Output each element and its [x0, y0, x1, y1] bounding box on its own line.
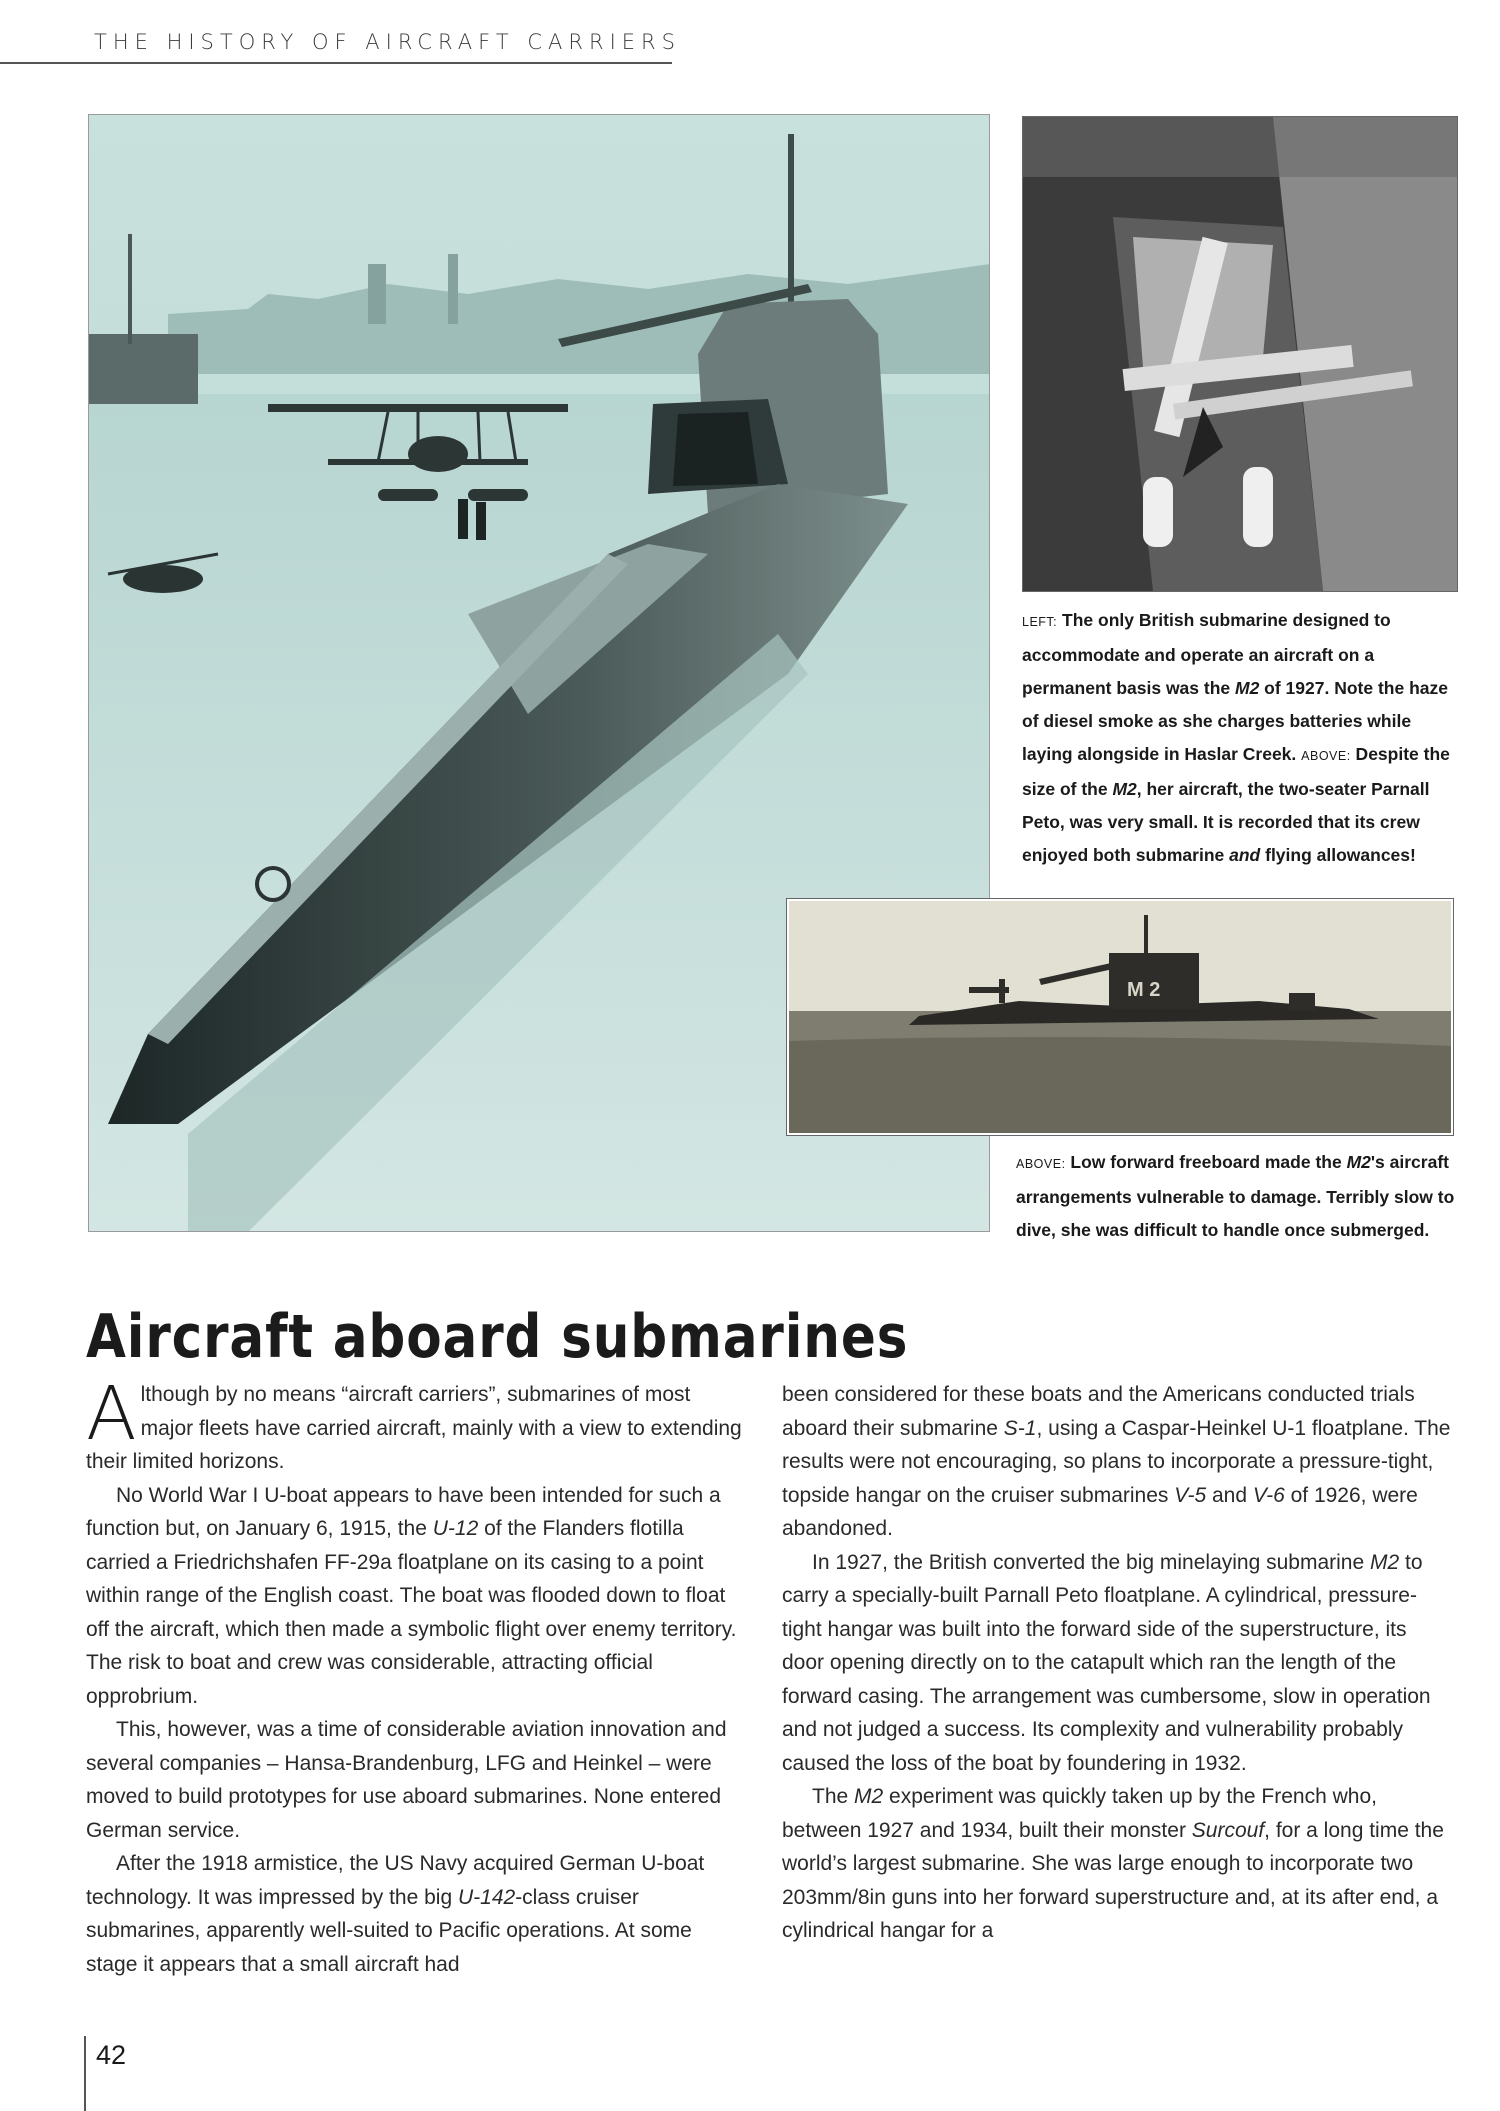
- inset-photo-top-illustration: [1023, 117, 1457, 591]
- paragraph-text: The: [812, 1785, 855, 1808]
- inset-photo-top: [1022, 116, 1458, 592]
- inset-photo-bottom: [786, 898, 1454, 1136]
- page-number-rule: [84, 2036, 86, 2111]
- caption-label-left: LEFT:: [1022, 615, 1058, 629]
- caption-text: The only British submarine designed to accommodate and operate an aircraft on a permanent basis was the: [1022, 610, 1391, 698]
- caption-label-above: ABOVE:: [1301, 749, 1351, 763]
- paragraph-text: of 1926, were abandoned.: [782, 1483, 1418, 1540]
- caption-italic: M2: [1346, 1152, 1371, 1172]
- paragraph: [782, 1780, 1452, 1948]
- paragraph-italic: S-1: [1003, 1416, 1037, 1440]
- paragraph-text: In 1927, the British converted the big minelaying submarine: [812, 1550, 1370, 1574]
- paragraph-italic: Surcouf: [1191, 1818, 1265, 1842]
- article-column-left: [86, 1371, 748, 1981]
- paragraph-italic: M2: [1370, 1550, 1400, 1574]
- article-headline: Aircraft aboard submarines: [86, 1302, 909, 1373]
- paragraph-text: experiment was quickly taken up by the French who, between 1927 and 1934, built their monster: [782, 1785, 1377, 1842]
- paragraph-text: , for a long time the world’s largest submarine. She was large enough to incorporate two 203mm/8in guns into her forward superstructure and, at its after end, a cylindrical hangar for a: [782, 1818, 1444, 1942]
- caption-text: 's aircraft arrangements vulnerable to damage. Terribly slow to dive, she was difficult to handle once submerged.: [1016, 1152, 1455, 1240]
- paragraph: [86, 1371, 748, 1479]
- caption-text: flying allowances!: [1260, 845, 1416, 865]
- caption-bottom-right: [1016, 1146, 1456, 1247]
- paragraph-text: After the 1918 armistice, the US Navy acquired German U-boat technology. It was impressed by the big: [86, 1852, 705, 1909]
- paragraph-text: and: [1206, 1483, 1253, 1507]
- paragraph-text: No World War I U-boat appears to have been intended for such a function but, on January 6, 1915, the: [86, 1483, 721, 1540]
- caption-top-right: [1022, 604, 1456, 872]
- paragraph-italic: V-6: [1252, 1483, 1285, 1507]
- caption-text: of 1927. Note the haze of diesel smoke as she charges batteries while laying alongside in Haslar Creek.: [1022, 678, 1448, 764]
- paragraph-italic: M2: [854, 1785, 884, 1808]
- caption-label-above: ABOVE:: [1016, 1157, 1066, 1171]
- paragraph-text: lthough by no means “aircraft carriers”, submarines of most major fleets have carried aircraft, mainly with a view to extending their limited horizons.: [86, 1383, 742, 1473]
- caption-italic: M2: [1235, 678, 1260, 698]
- caption-text: , her aircraft, the two-seater Parnall Peto, was very small. It is recorded that its crew enjoyed both submarine: [1022, 779, 1430, 865]
- paragraph: [782, 1546, 1452, 1781]
- paragraph-italic: U-12: [432, 1517, 479, 1540]
- paragraph-italic: V-5: [1174, 1483, 1207, 1507]
- paragraph-italic: U-142: [457, 1885, 516, 1909]
- paragraph-text: to carry a specially-built Parnall Peto floatplane. A cylindrical, pressure-tight hangar was built into the forward side of the superstructure, its door opening directly on to the catapult which ran the length of the forward casing. The arrangement was cumbersome, slow in operation and not judged a success. Its complexity and vulnerability probably caused the loss of the boat by foundering in 1932.: [782, 1550, 1431, 1775]
- paragraph: [782, 1378, 1452, 1546]
- paragraph-text: been considered for these boats and the Americans conducted trials aboard their submarine: [782, 1383, 1415, 1440]
- paragraph-text: of the Flanders flotilla carried a Friedrichshafen FF-29a floatplane on its casing to a point within range of the English coast. The boat was flooded down to float off the aircraft, which then made a symbolic flight over enemy territory. The risk to boat and crew was considerable, attracting official opprobrium.: [86, 1517, 737, 1708]
- caption-text: Low forward freeboard made the: [1065, 1152, 1347, 1172]
- inset-photo-bottom-illustration: [789, 901, 1451, 1133]
- paragraph: [86, 1847, 748, 1981]
- article-column-right: [782, 1378, 1452, 1948]
- caption-italic: M2: [1112, 779, 1137, 799]
- paragraph: [86, 1479, 748, 1714]
- page-number: 42: [96, 2040, 127, 2070]
- paragraph: This, however, was a time of considerable aviation innovation and several companies – Hansa-Brandenburg, LFG and Heinkel – were moved to build prototypes for use aboard submarines. None entered German service.: [86, 1718, 727, 1842]
- caption-italic: and: [1229, 845, 1261, 865]
- paragraph-text: , using a Caspar-Heinkel U-1 floatplane. The results were not encouraging, so plans to incorporate a pressure-tight, topside hangar on the cruiser submarines: [782, 1416, 1451, 1507]
- running-header: THE HISTORY OF AIRCRAFT CARRIERS: [94, 30, 681, 54]
- paragraph-text: -class cruiser submarines, apparently well-suited to Pacific operations. At some stage it appears that a small aircraft had: [86, 1885, 692, 1976]
- hull-marking: M 2: [1127, 979, 1161, 1001]
- header-rule: [0, 62, 672, 64]
- drop-cap: A: [86, 1371, 137, 1457]
- caption-text: Despite the size of the: [1022, 744, 1450, 799]
